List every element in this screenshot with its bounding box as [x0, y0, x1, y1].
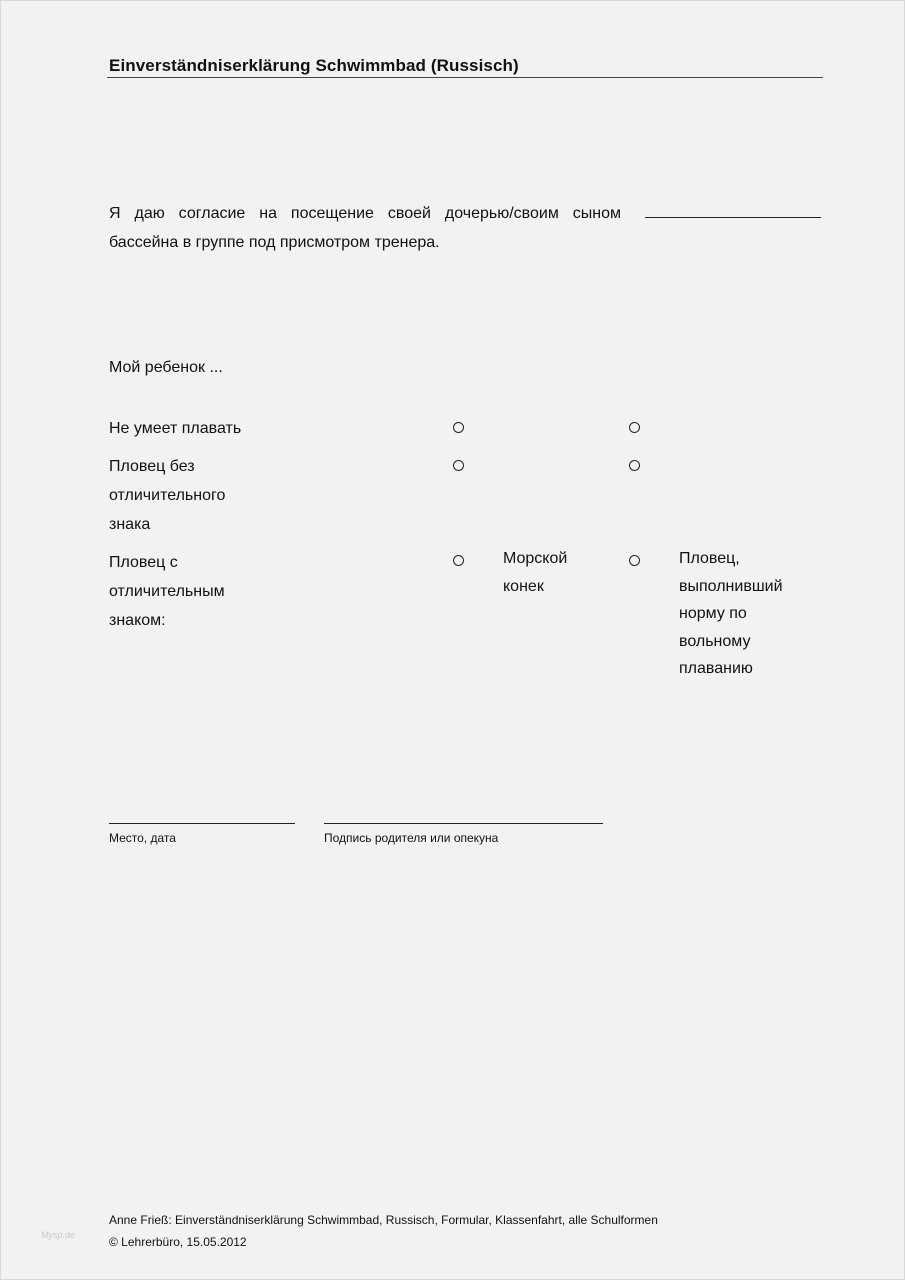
consent-word: даю [134, 205, 165, 222]
seahorse-badge-label [503, 545, 567, 600]
choice-label-line: Морской [503, 550, 568, 567]
option-label-line: Не умеет плавать [109, 420, 242, 437]
radio-cannot-swim-a[interactable] [453, 422, 464, 433]
document-title: Einverständniserklärung Schwimmbad (Russisch) [109, 56, 519, 75]
choice-label-line: норму по [679, 605, 747, 622]
option-with-badge-label [109, 548, 279, 635]
option-no-badge-label [109, 452, 279, 539]
choice-label-line: плаванию [679, 660, 753, 677]
radio-freestyle-norm-badge[interactable] [629, 555, 640, 566]
consent-word: посещение [290, 205, 374, 222]
freestyle-norm-badge-label [679, 545, 783, 683]
consent-word: дочерью/своим [444, 205, 559, 222]
footer-copyright-line: © Lehrerbüro, 15.05.2012 [109, 1235, 247, 1249]
consent-line-2: бассейна в группе под присмотром тренера. [109, 234, 440, 251]
option-label-line: отличительным [109, 583, 225, 600]
child-name-blank-field[interactable] [645, 201, 821, 218]
parent-signature-field[interactable] [324, 823, 603, 824]
option-label-line: знаком: [109, 612, 166, 629]
intro-text: Мой ребенок ... [109, 359, 223, 376]
option-label-line: Пловец с [109, 554, 178, 571]
consent-paragraph [109, 199, 821, 257]
consent-line-1 [109, 199, 821, 228]
footer-source-line: Anne Frieß: Einverständniserklärung Schwimmbad, Russisch, Formular, Klassenfahrt, alle Schulformen [109, 1213, 658, 1227]
consent-word: своей [387, 205, 431, 222]
title-divider [107, 77, 823, 78]
watermark-text: Mysp.de [41, 1230, 76, 1240]
choice-label-line: Пловец, [679, 550, 740, 567]
consent-word: Я [109, 205, 121, 222]
consent-word: на [259, 205, 277, 222]
radio-seahorse-badge[interactable] [453, 555, 464, 566]
radio-cannot-swim-b[interactable] [629, 422, 640, 433]
choice-label-line: конек [503, 577, 544, 595]
radio-no-badge-a[interactable] [453, 460, 464, 471]
place-date-field[interactable] [109, 823, 295, 824]
option-label-line: Пловец без [109, 458, 195, 475]
option-label-line: знака [109, 516, 151, 533]
option-cannot-swim-label [109, 414, 279, 443]
choice-label-line: вольному [679, 632, 751, 650]
place-date-caption: Место, дата [109, 831, 176, 845]
consent-word: согласие [178, 205, 246, 222]
consent-word: сыном [572, 205, 621, 222]
radio-no-badge-b[interactable] [629, 460, 640, 471]
parent-signature-caption: Подпись родителя или опекуна [324, 831, 499, 845]
choice-label-line: выполнивший [679, 577, 783, 595]
option-label-line: отличительного [109, 487, 226, 504]
